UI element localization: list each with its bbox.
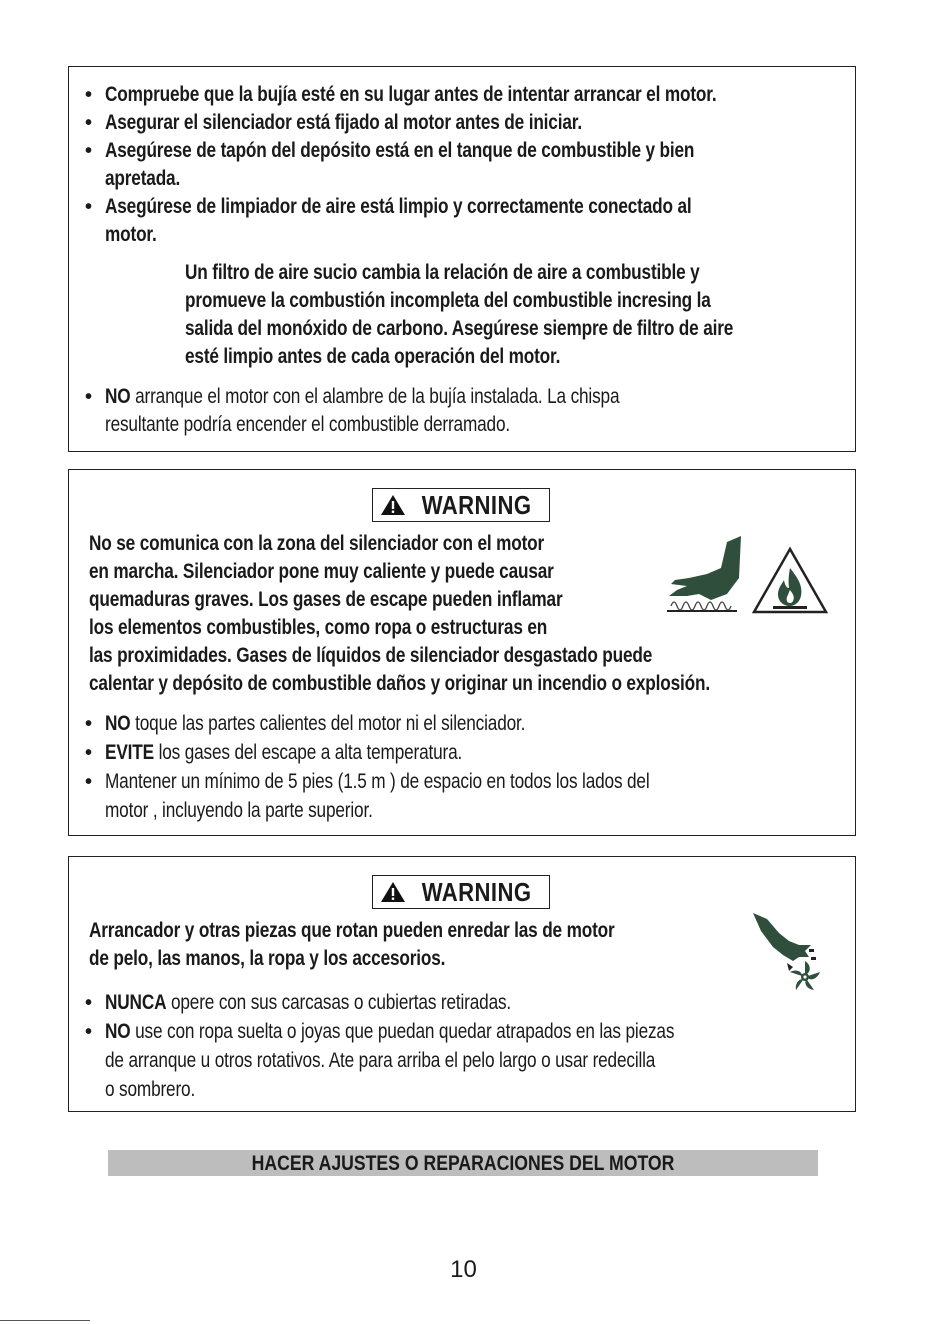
bullet-marker: • <box>85 386 93 408</box>
rotating-parts-instruction-line: o sombrero. <box>105 1078 196 1101</box>
hazard-text-line: quemaduras graves. Los gases de escape pueden inflamar <box>89 588 563 611</box>
hazard-text-line: Arrancador y otras piezas que rotan pueden enredar las de motor <box>89 919 615 942</box>
spark-plug-warning-line: NO arranque el motor con el alambre de la bujía instalada. La chispa <box>105 385 620 408</box>
fire-hazard-triangle-icon <box>751 546 829 616</box>
rotating-parts-entanglement-icon <box>749 911 833 999</box>
bullet-marker: • <box>85 1021 93 1043</box>
precaution-line: Asegúrese de tapón del depósito está en el tanque de combustible y bien <box>105 139 695 162</box>
section-heading: HACER AJUSTES O REPARACIONES DEL MOTOR <box>251 1152 675 1175</box>
hot-surface-hand-icon <box>667 534 743 614</box>
air-filter-note-line: Un filtro de aire sucio cambia la relación de aire a combustible y <box>185 261 700 284</box>
bullet-marker: • <box>85 992 93 1014</box>
page-number: 10 <box>450 1256 477 1283</box>
hazard-text-line: en marcha. Silenciador pone muy caliente y puede causar <box>89 560 554 583</box>
hot-surface-instruction-line: Mantener un mínimo de 5 pies (1.5 m ) de espacio en todos los lados del <box>105 770 650 793</box>
precaution-line: Compruebe que la bujía esté en su lugar antes de intentar arrancar el motor. <box>105 83 717 106</box>
rotating-parts-instruction-line: NO use con ropa suelta o joyas que puedan quedar atrapados en las piezas <box>105 1020 675 1043</box>
air-filter-note-line: salida del monóxido de carbono. Asegúrese siempre de filtro de aire <box>185 317 734 340</box>
bullet-marker: • <box>85 713 93 735</box>
hot-surface-instruction-line: motor , incluyendo la parte superior. <box>105 799 373 822</box>
bullet-marker: • <box>85 112 93 134</box>
air-filter-note-line: esté limpio antes de cada operación del motor. <box>185 345 561 368</box>
warning-triangle-icon <box>380 494 406 516</box>
warning-label: WARNING <box>372 488 550 522</box>
precaution-line: apretada. <box>105 167 181 190</box>
bullet-marker: • <box>85 742 93 764</box>
precautions-box <box>68 66 856 452</box>
bullet-marker: • <box>85 196 93 218</box>
hazard-text-line: calentar y depósito de combustible daños y originar un incendio o explosión. <box>89 672 710 695</box>
bullet-marker: • <box>85 140 93 162</box>
warning-label: WARNING <box>372 875 550 909</box>
precaution-line: Asegurar el silenciador está fijado al motor antes de iniciar. <box>105 111 582 134</box>
rotating-parts-warning-box <box>68 856 856 1112</box>
hazard-text-line: los elementos combustibles, como ropa o estructuras en <box>89 616 548 639</box>
hot-surface-instruction-line: EVITE los gases del escape a alta temperatura. <box>105 741 463 764</box>
hot-surface-warning-box <box>68 469 856 836</box>
air-filter-note-line: promueve la combustión incompleta del combustible incresing la <box>185 289 711 312</box>
bullet-marker: • <box>85 84 93 106</box>
warning-triangle-icon <box>380 881 406 903</box>
hazard-text-line: las proximidades. Gases de líquidos de silenciador desgastado puede <box>89 644 653 667</box>
hazard-text-line: de pelo, las manos, la ropa y los accesorios. <box>89 947 446 970</box>
footer-divider <box>0 1320 90 1321</box>
precaution-line: Asegúrese de limpiador de aire está limpio y correctamente conectado al <box>105 195 692 218</box>
hot-surface-instruction-line: NO toque las partes calientes del motor ni el silenciador. <box>105 712 526 735</box>
rotating-parts-instruction-line: NUNCA opere con sus carcasas o cubiertas retiradas. <box>105 991 512 1014</box>
section-heading-bar <box>108 1150 818 1176</box>
bullet-marker: • <box>85 771 93 793</box>
precaution-line: motor. <box>105 223 157 246</box>
hazard-text-line: No se comunica con la zona del silenciador con el motor <box>89 532 545 555</box>
rotating-parts-instruction-line: de arranque u otros rotativos. Ate para arriba el pelo largo o usar redecilla <box>105 1049 656 1072</box>
spark-plug-warning-line: resultante podría encender el combustible derramado. <box>105 413 511 436</box>
